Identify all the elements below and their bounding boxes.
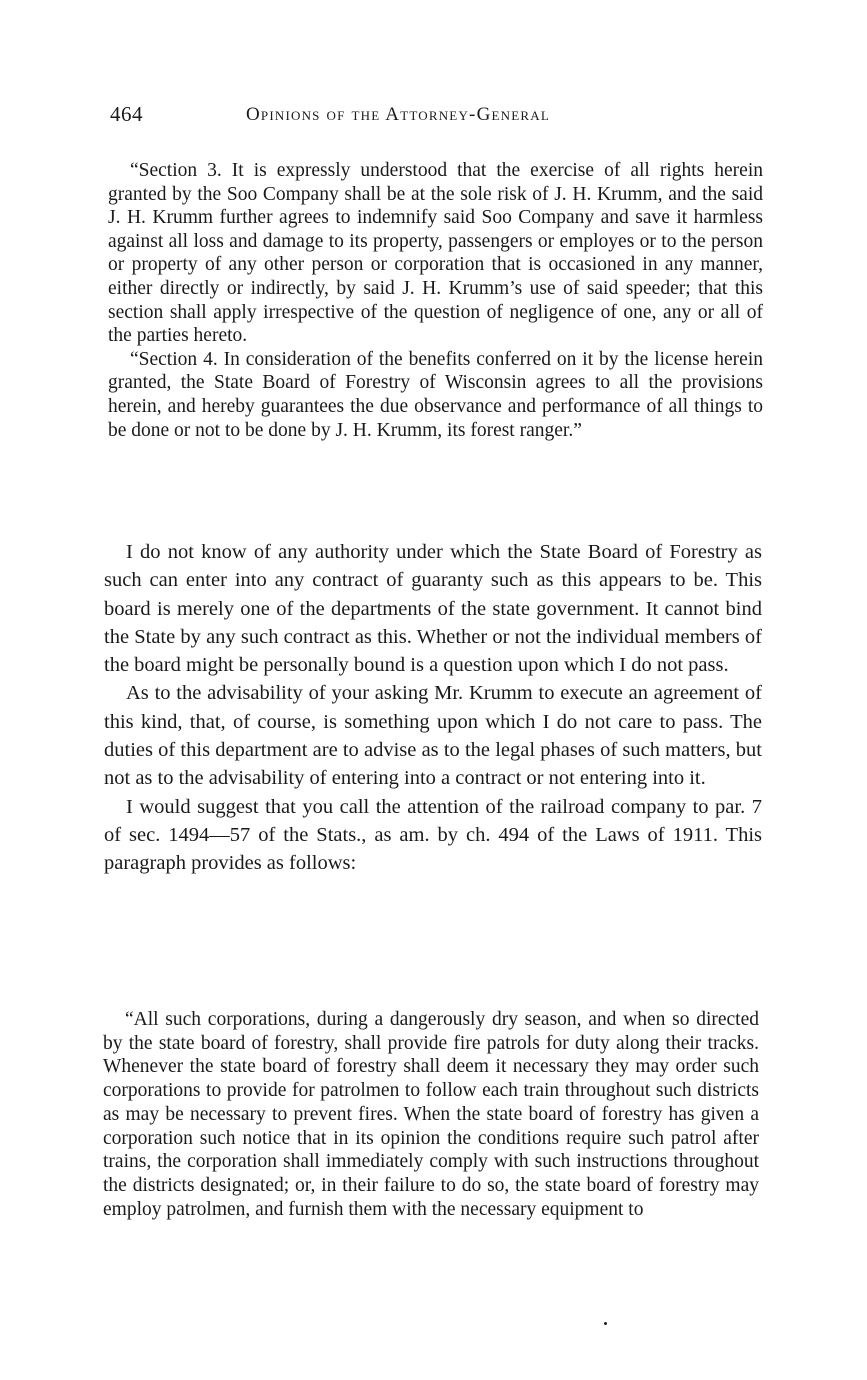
quote-section-4: “Section 4. In consideration of the benefits conferred on it by the license herein granted, the State Board of Forestry of Wisconsin agrees to all the provisions herein, and hereby guarantees the due observance and performance of all things to be done or not to be done by J. H. Krumm, its forest ranger.” (108, 348, 763, 441)
body-paragraph: As to the advisability of your asking Mr. Krumm to execute an agreement of this kind, that, of course, is something upon which I do not care to pass. The duties of this department are to advise as to the legal phases of such matters, but not as to the advisability of entering into a contract or not entering into it. (104, 682, 762, 790)
statute-paragraph: “All such corporations, during a dangerously dry season, and when so directed by the state board of forestry, shall provide fire patrols for duty along their tracks. Whenever the state board of forestry shall deem it necessary they may order such corporations to provide for patrolmen to follow each train throughout such districts as may be necessary to prevent fires. When the state board of forestry has given a corporation such notice that in its opinion the conditions require such patrol after trains, the corporation shall immediately comply with such instructions throughout the districts designated; or, in their failure to do so, the state board of forestry may employ patrolmen, and furnish them with the necessary equipment to (103, 1009, 759, 1220)
print-speck (604, 1322, 607, 1325)
quoted-contract-sections (108, 159, 763, 442)
opinion-body (104, 538, 762, 878)
running-head: Opinions of the Attorney-General (246, 104, 550, 125)
page-header (110, 102, 760, 132)
quote-section-3: “Section 3. It is expressly understood that the exercise of all rights herein granted by the Soo Company shall be at the sole risk of J. H. Krumm, and the said J. H. Krumm further agrees to indemnify said Soo Company and save it harmless against all loss and damage to its property, passengers or employes or to the person or property of any other person or corporation that is occasioned in any manner, either directly or indirectly, by said J. H. Krumm’s use of said speeder; that this section shall apply irrespective of the question of negligence of one, any or all of the parties hereto. (108, 160, 763, 347)
page-number: 464 (110, 102, 143, 126)
quoted-statute (103, 1008, 759, 1221)
body-paragraph: I would suggest that you call the attention of the railroad company to par. 7 of sec. 1494—57 of the Stats., as am. by ch. 494 of the Laws of 1911. This paragraph provides as follows: (104, 795, 762, 875)
body-paragraph: I do not know of any authority under which the State Board of Forestry as such can enter into any contract of guaranty such as this appears to be. This board is merely one of the departments of the state government. It cannot bind the State by any such contract as this. Whether or not the individual members of the board might be personally bound is a question upon which I do not pass. (104, 541, 762, 677)
